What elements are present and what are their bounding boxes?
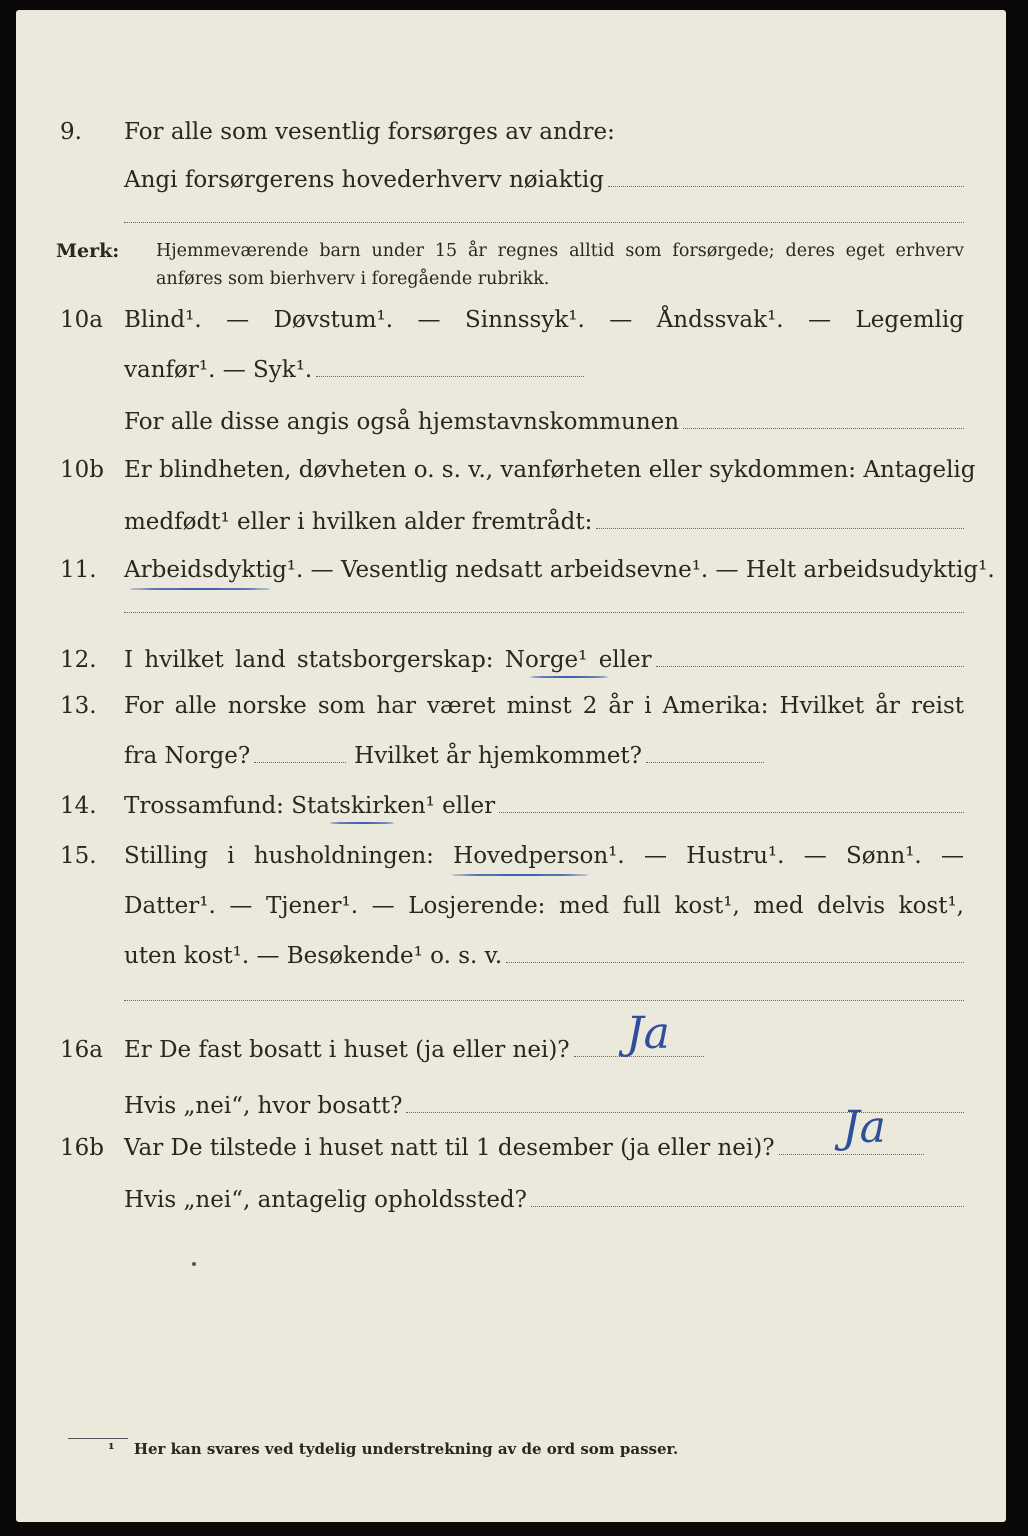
question-number: 9. bbox=[60, 119, 82, 145]
question-text: Er De fast bosatt i huset (ja eller nei)? bbox=[124, 1037, 570, 1063]
question-text: uten kost¹. — Besøkende¹ o. s. v. bbox=[124, 943, 503, 969]
pen-underline bbox=[452, 874, 588, 876]
question-text: Er blindheten, døvheten o. s. v., vanførheten eller sykdommen: Antagelig bbox=[124, 457, 976, 483]
question-text: Angi forsørgerens hovederhverv nøiaktig bbox=[124, 167, 604, 193]
question-text: Trossamfund: Statskirken¹ eller bbox=[124, 793, 496, 819]
answer-line bbox=[124, 1030, 704, 1070]
answer-field[interactable] bbox=[779, 1153, 924, 1155]
answer-field[interactable] bbox=[531, 1205, 964, 1207]
answer-field[interactable] bbox=[646, 761, 764, 763]
answer-line bbox=[124, 640, 964, 680]
handwritten-answer: Ja bbox=[842, 1102, 886, 1153]
answer-line bbox=[124, 1128, 924, 1168]
answer-field[interactable] bbox=[506, 961, 964, 963]
question-text: Arbeidsdyktig¹. — Vesentlig nedsatt arbeidsevne¹. — Helt arbeidsudyktig¹. bbox=[124, 557, 995, 583]
pen-underline bbox=[130, 588, 270, 590]
answer-field[interactable] bbox=[316, 375, 584, 377]
answer-line bbox=[124, 502, 964, 542]
answer-field[interactable] bbox=[656, 665, 964, 667]
question-number: 10a bbox=[60, 307, 103, 333]
question-text: For alle disse angis også hjemstavnskommunen bbox=[124, 409, 680, 435]
ink-speck bbox=[192, 1262, 196, 1266]
answer-field[interactable] bbox=[608, 185, 964, 187]
question-text: Blind¹. — Døvstum¹. — Sinnssyk¹. — Åndssvak¹. — Legemlig bbox=[124, 307, 964, 333]
question-text: Hvis „nei“, antagelig opholdssted? bbox=[124, 1187, 527, 1213]
question-number: 15. bbox=[60, 843, 97, 869]
pen-underline bbox=[330, 822, 394, 824]
question-number: 16a bbox=[60, 1037, 103, 1063]
question-text: vanfør¹. — Syk¹. bbox=[124, 357, 313, 383]
question-number: 12. bbox=[60, 647, 97, 673]
answer-line bbox=[124, 350, 584, 390]
answer-line bbox=[124, 160, 964, 200]
answer-line bbox=[124, 736, 764, 776]
answer-rule[interactable] bbox=[124, 222, 964, 223]
question-text: Datter¹. — Tjener¹. — Losjerende: med full kost¹, med delvis kost¹, bbox=[124, 893, 964, 919]
answer-line bbox=[124, 1180, 964, 1220]
question-number: 10b bbox=[60, 457, 104, 483]
handwritten-answer: Ja bbox=[626, 1008, 670, 1059]
answer-line bbox=[124, 1086, 964, 1126]
note-text: anføres som bierhverv i foregående rubrikk. bbox=[156, 269, 550, 289]
question-number: 14. bbox=[60, 793, 97, 819]
footnote-mark: ¹ bbox=[108, 1440, 115, 1458]
footnote-text: Her kan svares ved tydelig understrekning av de ord som passer. bbox=[133, 1440, 679, 1458]
question-text: medfødt¹ eller i hvilken alder fremtrådt: bbox=[124, 509, 593, 535]
answer-line bbox=[124, 402, 964, 442]
answer-field[interactable] bbox=[596, 527, 964, 529]
question-text: Hvilket år hjemkommet? bbox=[354, 743, 643, 769]
note-text: Hjemmeværende barn under 15 år regnes alltid som forsørgede; deres eget erhverv bbox=[156, 241, 964, 261]
question-text: I hvilket land statsborgerskap: Norge¹ eller bbox=[124, 647, 652, 673]
footnote bbox=[108, 1440, 678, 1458]
answer-field[interactable] bbox=[683, 427, 964, 429]
question-text: For alle norske som har været minst 2 år i Amerika: Hvilket år reist bbox=[124, 693, 964, 719]
question-text: Stilling i husholdningen: Hovedperson¹. — Hustru¹. — Sønn¹. — bbox=[124, 843, 964, 869]
pen-underline bbox=[530, 676, 608, 678]
form-page bbox=[16, 10, 1006, 1522]
question-text: Var De tilstede i huset natt til 1 desember (ja eller nei)? bbox=[124, 1135, 775, 1161]
footnote-rule bbox=[68, 1438, 128, 1439]
question-number: 11. bbox=[60, 557, 97, 583]
question-number: 13. bbox=[60, 693, 97, 719]
answer-field[interactable] bbox=[499, 811, 964, 813]
question-number: 16b bbox=[60, 1135, 104, 1161]
answer-line bbox=[124, 786, 964, 826]
answer-field[interactable] bbox=[254, 761, 346, 763]
note-label: Merk: bbox=[56, 240, 120, 262]
question-text: fra Norge? bbox=[124, 743, 251, 769]
answer-rule[interactable] bbox=[124, 612, 964, 613]
answer-rule[interactable] bbox=[124, 1000, 964, 1001]
answer-line bbox=[124, 936, 964, 976]
question-text: Hvis „nei“, hvor bosatt? bbox=[124, 1093, 403, 1119]
question-text: For alle som vesentlig forsørges av andre: bbox=[124, 119, 615, 145]
